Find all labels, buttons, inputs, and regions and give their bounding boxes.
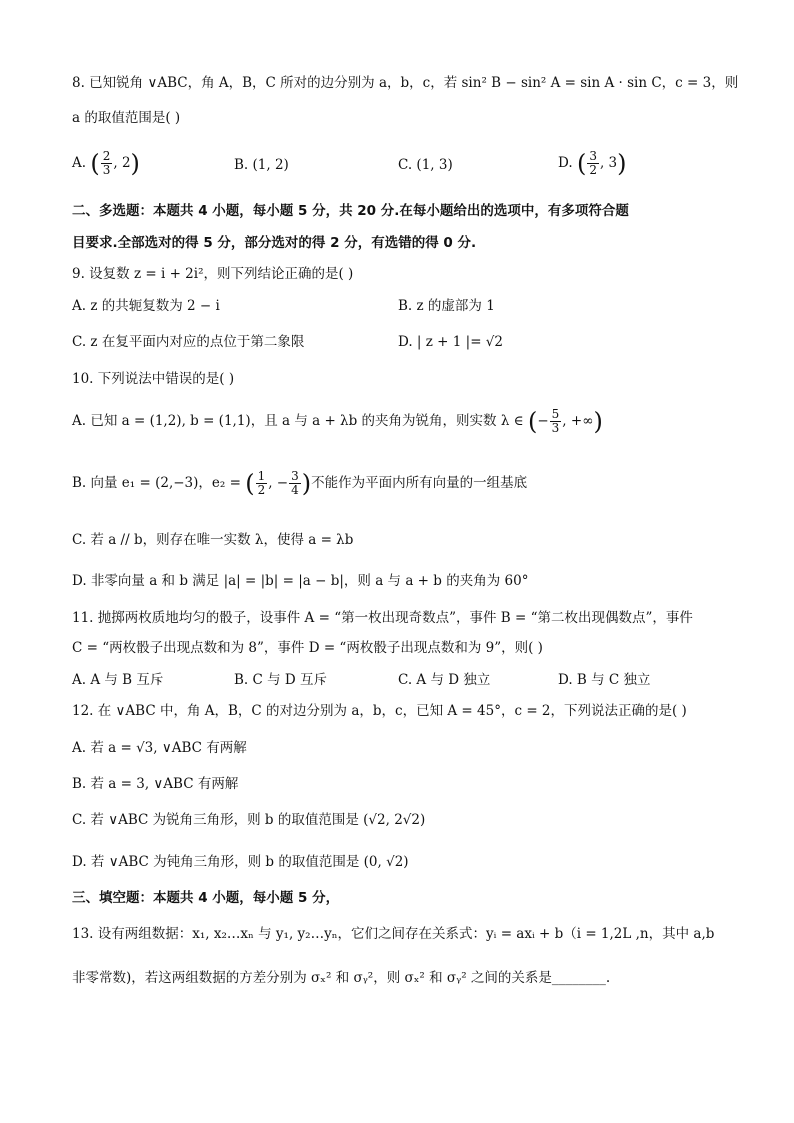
q8-option-b[interactable]: B. (1, 2) <box>234 157 289 173</box>
q11-option-c[interactable]: C. A 与 D 独立 <box>398 672 491 688</box>
q12-option-b[interactable]: B. 若 a = 3, ∨ABC 有两解 <box>72 776 239 792</box>
q12-option-c[interactable]: C. 若 ∨ABC 为锐角三角形，则 b 的取值范围是 (√2, 2√2) <box>72 812 426 828</box>
q12-stem: 12. 在 ∨ABC 中，角 A，B，C 的对边分别为 a，b，c，已知 A = 45°，c = 2，下列说法正确的是( ) <box>72 703 687 719</box>
q8-stem-line1: 8. 已知锐角 ∨ABC，角 A，B，C 所对的边分别为 a，b，c，若 sin² B − sin² A = sin A · sin C，c = 3，则 <box>72 75 739 91</box>
q13-stem-line1: 13. 设有两组数据：x₁, x₂…xₙ 与 y₁, y₂…yₙ，它们之间存在关系式：yᵢ = axᵢ + b（i = 1,2L ,n，其中 a,b <box>72 926 715 942</box>
q11-stem-line2: C = “两枚骰子出现点数和为 8”，事件 D = “两枚骰子出现点数和为 9”，则( ) <box>72 640 543 656</box>
q11-stem-line1: 11. 抛掷两枚质地均匀的骰子，设事件 A = “第一枚出现奇数点”，事件 B = “第二枚出现偶数点”，事件 <box>72 610 693 626</box>
q11-option-a[interactable]: A. A 与 B 互斥 <box>72 672 164 688</box>
section2-heading-line1: 二、多选题：本题共 4 小题，每小题 5 分，共 20 分.在每小题给出的选项中，有多项符合题 <box>72 203 629 219</box>
q8-stem-line2: a 的取值范围是( ) <box>72 110 181 126</box>
q9-stem: 9. 设复数 z = i + 2i²，则下列结论正确的是( ) <box>72 266 354 282</box>
q8-option-a[interactable]: A. ( $\frac{2}{3}$ , 2) <box>72 149 140 178</box>
q8-option-d[interactable]: D. ( $\frac{3}{2}$ , 3) <box>558 149 627 178</box>
q10-stem: 10. 下列说法中错误的是( ) <box>72 371 235 387</box>
section3-heading: 三、填空题：本题共 4 小题，每小题 5 分， <box>72 890 340 906</box>
q9-option-c[interactable]: C. z 在复平面内对应的点位于第二象限 <box>72 334 305 350</box>
q10-option-c[interactable]: C. 若 a // b，则存在唯一实数 λ，使得 a = λb <box>72 532 354 548</box>
q10-option-b[interactable]: B. 向量 e₁ = (2,−3)，e₂ = ( $\frac{1}{2}$ , − $\frac{3}{4}$ )不能作为平面内所有向量的一组基底 <box>72 469 528 498</box>
q9-option-d[interactable]: D. | z + 1 |= √2 <box>398 334 503 350</box>
q10-option-d[interactable]: D. 非零向量 a 和 b 满足 |a| = |b| = |a − b|，则 a 与 a + b 的夹角为 60° <box>72 573 529 589</box>
q12-option-a[interactable]: A. 若 a = √3, ∨ABC 有两解 <box>72 740 247 756</box>
q9-option-b[interactable]: B. z 的虚部为 1 <box>398 298 495 314</box>
q11-option-d[interactable]: D. B 与 C 独立 <box>558 672 651 688</box>
q9-option-a[interactable]: A. z 的共轭复数为 2 − i <box>72 298 220 314</box>
q11-option-b[interactable]: B. C 与 D 互斥 <box>234 672 328 688</box>
section2-heading-line2: 目要求.全部选对的得 5 分，部分选对的得 2 分，有选错的得 0 分. <box>72 235 477 251</box>
q8-option-c[interactable]: C. (1, 3) <box>398 157 453 173</box>
q10-option-a[interactable]: A. 已知 a = (1,2), b = (1,1)，且 a 与 a + λb 的夹角为锐角，则实数 λ ∈ (− $\frac{5}{3}$ , +∞) <box>72 407 603 436</box>
q12-option-d[interactable]: D. 若 ∨ABC 为钝角三角形，则 b 的取值范围是 (0, √2) <box>72 854 409 870</box>
q13-stem-line2: 非零常数)，若这两组数据的方差分别为 σₓ² 和 σᵧ²，则 σₓ² 和 σᵧ² 之间的关系是________. <box>72 970 611 986</box>
